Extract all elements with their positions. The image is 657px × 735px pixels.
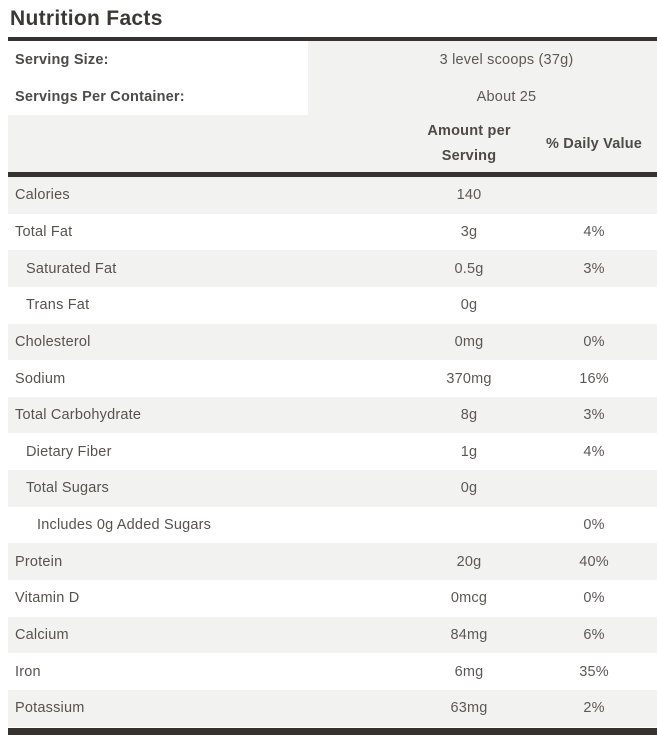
amount-value: 0mcg [450,590,488,607]
daily-value-percent: 0% [583,333,605,350]
amount-value: 1g [460,443,478,460]
table-row [8,617,657,654]
nutrient-label: Calcium [15,627,69,643]
servings-per-container-row [8,78,657,115]
column-header-row [8,115,657,172]
daily-value-percent: 2% [583,700,605,717]
table-row [8,324,657,361]
nutrient-label: Total Sugars [26,480,109,497]
daily-value-percent: 6% [583,627,605,643]
daily-value-percent: 3% [583,260,605,277]
table-row [8,360,657,397]
daily-value-percent: 35% [579,663,609,680]
daily-value-percent: 4% [583,443,605,460]
nutrient-label: Iron [15,663,41,680]
nutrient-label: Includes 0g Added Sugars [37,517,212,534]
table-row [8,177,657,214]
nutrient-table [8,177,657,727]
table-row [8,543,657,580]
servings-per-container-label: Servings Per Container: [8,78,308,115]
serving-size-label: Serving Size: [8,41,308,78]
nutrient-label: Dietary Fiber [26,443,112,460]
table-row [8,250,657,287]
serving-size-row [8,41,657,78]
table-row [8,470,657,507]
nutrient-label: Trans Fat [26,297,90,314]
amount-value: 370mg [446,370,492,387]
nutrient-label: Sodium [15,370,66,387]
amount-value: 8g [460,407,478,424]
daily-value-percent: 0% [583,590,605,607]
amount-value: 63mg [450,700,488,717]
table-row [8,397,657,434]
table-row [8,653,657,690]
daily-value-percent: 0% [583,517,605,534]
bottom-rule [8,728,657,735]
amount-value: 0g [460,480,478,497]
title-block [8,0,657,37]
nutrient-label: Vitamin D [15,590,80,607]
table-row [8,690,657,727]
daily-value-percent: 16% [579,370,609,387]
servings-per-container-value: About 25 [476,88,537,105]
serving-info-block [8,41,657,172]
table-row [8,580,657,617]
nutrient-label: Total Carbohydrate [15,407,142,424]
amount-value: 3g [460,223,478,240]
nutrient-label: Total Fat [15,223,73,240]
amount-per-serving-header: Amount per Serving [427,122,511,164]
daily-value-percent: 4% [583,223,605,240]
daily-value-percent: 40% [579,553,609,570]
amount-value: 0.5g [454,260,484,277]
table-row [8,507,657,544]
amount-value: 84mg [450,627,488,643]
nutrient-label: Protein [15,553,63,570]
amount-value: 20g [456,553,482,570]
amount-value: 140 [456,187,482,204]
amount-value: 6mg [454,663,484,680]
daily-value-header: % Daily Value [545,135,643,152]
amount-value: 0mg [454,333,484,350]
nutrient-label: Saturated Fat [26,260,117,277]
table-row [8,287,657,324]
amount-value: 0g [460,297,478,314]
nutrient-label: Calories [15,187,70,204]
serving-size-value: 3 level scoops (37g) [439,51,574,68]
nutrient-label: Cholesterol [15,333,91,350]
nutrient-label: Potassium [15,700,85,717]
daily-value-percent: 3% [583,407,605,424]
table-row [8,214,657,251]
table-row [8,433,657,470]
page-title: Nutrition Facts [10,6,163,30]
